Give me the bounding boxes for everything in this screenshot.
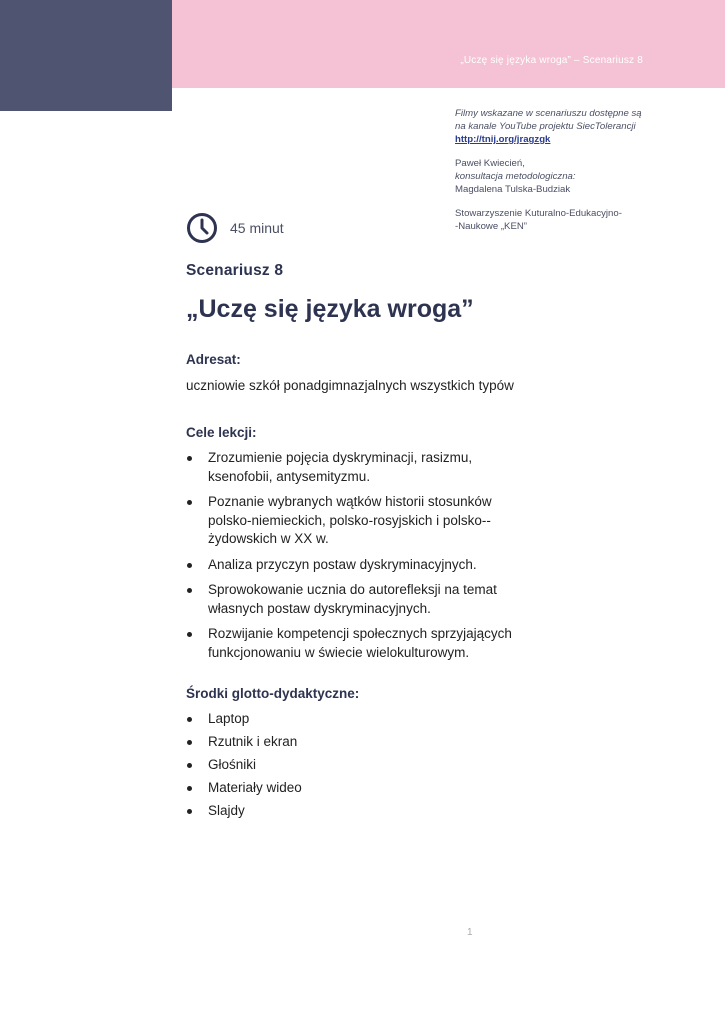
list-item: Zrozumienie pojęcia dyskryminacji, rasizmu, ksenofobii, antysemityzmu. <box>186 449 531 486</box>
org-line1: Stowarzyszenie Kuturalno-Edukacyjno- <box>455 208 622 219</box>
consult-label: konsultacja metodologiczna: <box>455 171 576 182</box>
goals-heading: Cele lekcji: <box>186 425 257 440</box>
list-item: Slajdy <box>186 802 531 821</box>
list-item: Głośniki <box>186 756 531 775</box>
clock-icon <box>186 212 218 244</box>
header-band <box>172 0 725 88</box>
list-item: Poznanie wybranych wątków historii stosunków polsko-niemieckich, polsko-rosyjskich i polsko--żydowskich w XX w. <box>186 493 531 549</box>
list-item: Sprowokowanie ucznia do autorefleksji na temat własnych postaw dyskryminacyjnych. <box>186 581 531 618</box>
goals-list <box>186 449 531 669</box>
corner-block <box>0 0 172 111</box>
bullet-icon <box>187 563 192 568</box>
duration-text: 45 minut <box>230 220 284 236</box>
side-info <box>455 107 655 233</box>
bullet-icon <box>187 763 192 768</box>
page-number: 1 <box>467 927 473 938</box>
list-item: Materiały wideo <box>186 779 531 798</box>
addressee-text: uczniowie szkół ponadgimnazjalnych wszystkich typów <box>186 378 514 393</box>
list-item: Analiza przyczyn postaw dyskryminacyjnych. <box>186 556 531 575</box>
bullet-icon <box>187 500 192 505</box>
materials-list <box>186 710 531 825</box>
running-title: „Uczę się języka wroga” – Scenariusz 8 <box>460 55 643 66</box>
list-item: Laptop <box>186 710 531 729</box>
page-title: „Uczę się języka wroga” <box>186 295 474 323</box>
addressee-heading: Adresat: <box>186 352 241 367</box>
bullet-icon <box>187 456 192 461</box>
bullet-icon <box>187 588 192 593</box>
bullet-icon <box>187 632 192 637</box>
bullet-icon <box>187 717 192 722</box>
consultant: Magdalena Tulska-Budziak <box>455 184 571 195</box>
films-note-line2: na kanale YouTube projektu SiecTolerancji <box>455 121 636 132</box>
films-note-line1: Filmy wskazane w scenariuszu dostępne są <box>455 108 642 119</box>
author: Paweł Kwiecień, <box>455 158 525 169</box>
org-line2: -Naukowe „KEN” <box>455 221 527 232</box>
list-item: Rzutnik i ekran <box>186 733 531 752</box>
films-link[interactable]: http://tnij.org/jragzgk <box>455 134 551 145</box>
materials-heading: Środki glotto-dydaktyczne: <box>186 686 360 701</box>
bullet-icon <box>187 809 192 814</box>
list-item: Rozwijanie kompetencji społecznych sprzyjających funkcjonowaniu w świecie wielokulturowym. <box>186 625 531 662</box>
duration <box>186 212 284 244</box>
bullet-icon <box>187 786 192 791</box>
bullet-icon <box>187 740 192 745</box>
scenario-label: Scenariusz 8 <box>186 262 284 279</box>
